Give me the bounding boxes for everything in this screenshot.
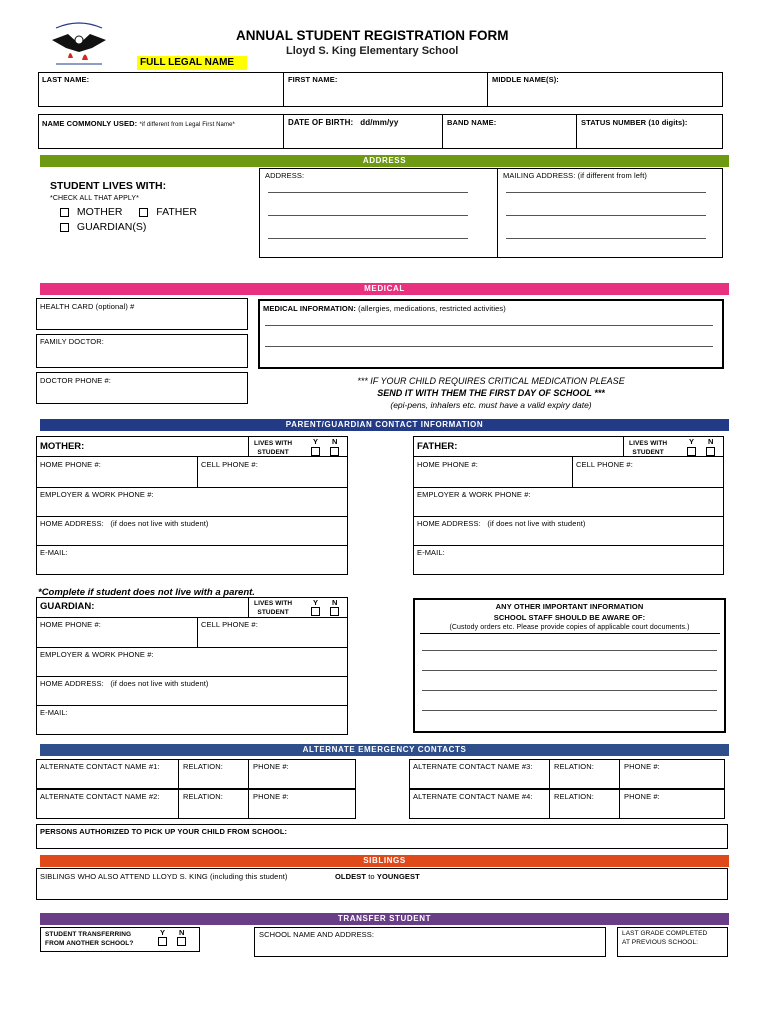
medication-notice-line2: SEND IT WITH THEM THE FIRST DAY OF SCHOOL *** xyxy=(377,388,605,398)
guardian-option xyxy=(60,221,146,233)
guardian-n-label: N xyxy=(332,598,338,607)
common-name-label: NAME COMMONLY USED: *if different from Legal First Name* xyxy=(42,119,235,128)
father-email-field[interactable] xyxy=(413,545,724,575)
mother-lives-with-label: LIVES WITH STUDENT xyxy=(254,440,293,456)
school-logo xyxy=(48,18,110,70)
health-card-label: HEALTH CARD (optional) # xyxy=(40,302,135,311)
mailing-address-field[interactable] xyxy=(497,168,723,258)
father-checkbox[interactable] xyxy=(139,208,148,217)
siblings-section-bar: SIBLINGS xyxy=(40,855,729,867)
address-line xyxy=(268,192,468,193)
siblings-order-label: OLDEST to YOUNGEST xyxy=(335,872,420,881)
mother-email-field[interactable] xyxy=(36,545,348,575)
medication-notice-line3: (epi-pens, inhalers etc. must have a valid expiry date) xyxy=(390,400,592,410)
status-number-label: STATUS NUMBER (10 digits): xyxy=(581,118,688,127)
guardian-lives-with-label: LIVES WITH STUDENT xyxy=(254,600,293,616)
address-line xyxy=(268,215,468,216)
address-label: ADDRESS: xyxy=(265,171,305,180)
medical-information-label: MEDICAL INFORMATION: (allergies, medications, restricted activities) xyxy=(263,304,506,313)
other-info-line xyxy=(422,650,717,651)
guardian-email-label: E-MAIL: xyxy=(40,708,68,717)
address-section-bar: ADDRESS xyxy=(40,155,729,167)
last-grade-label: LAST GRADE COMPLETED AT PREVIOUS SCHOOL: xyxy=(622,930,708,946)
alt-contact-2-label: ALTERNATE CONTACT NAME #2: xyxy=(40,792,160,801)
transfer-n-checkbox[interactable] xyxy=(177,937,186,946)
father-email-label: E-MAIL: xyxy=(417,548,445,557)
transfer-question-label: STUDENT TRANSFERRING FROM ANOTHER SCHOOL? xyxy=(45,931,134,947)
alt-contact-3-relation-label: RELATION: xyxy=(554,762,594,771)
other-info-line xyxy=(422,690,717,691)
father-lives-n-checkbox[interactable] xyxy=(706,447,715,456)
father-lives-y-checkbox[interactable] xyxy=(687,447,696,456)
guardian-lives-n-checkbox[interactable] xyxy=(330,607,339,616)
other-info-note: (Custody orders etc. Please provide copies of applicable court documents.) xyxy=(449,624,690,631)
mother-lives-n-checkbox[interactable] xyxy=(330,447,339,456)
mother-lives-y-checkbox[interactable] xyxy=(311,447,320,456)
alt-contact-1-phone-label: PHONE #: xyxy=(253,762,289,771)
father-home-phone-label: HOME PHONE #: xyxy=(417,460,478,469)
guardian-email-field[interactable] xyxy=(36,705,348,735)
last-name-label: LAST NAME: xyxy=(42,75,90,84)
father-label: FATHER: xyxy=(417,441,458,452)
mother-checkbox[interactable] xyxy=(60,208,69,217)
mother-employer-label: EMPLOYER & WORK PHONE #: xyxy=(40,490,154,499)
transfer-section-bar: TRANSFER STUDENT xyxy=(40,913,729,925)
alt-contact-4-label: ALTERNATE CONTACT NAME #4: xyxy=(413,792,533,801)
mother-option-label: MOTHER xyxy=(76,206,123,218)
form-title: ANNUAL STUDENT REGISTRATION FORM xyxy=(236,28,509,43)
father-n-label: N xyxy=(708,437,714,446)
guardian-y-label: Y xyxy=(313,598,319,607)
alt-contact-2-relation-label: RELATION: xyxy=(183,792,223,801)
medical-information-line xyxy=(265,325,713,326)
mailing-address-line xyxy=(506,215,706,216)
mother-n-label: N xyxy=(332,437,338,446)
guardian-label: GUARDIAN: xyxy=(40,601,95,612)
guardian-option-label: GUARDIAN(S) xyxy=(76,221,147,233)
mother-y-label: Y xyxy=(313,437,319,446)
school-name: Lloyd S. King Elementary School xyxy=(286,45,459,57)
complete-if-note: *Complete if student does not live with a parent. xyxy=(38,587,255,598)
guardian-home-phone-label: HOME PHONE #: xyxy=(40,620,101,629)
previous-school-label: SCHOOL NAME AND ADDRESS: xyxy=(259,930,375,939)
alternate-contacts-section-bar: ALTERNATE EMERGENCY CONTACTS xyxy=(40,744,729,756)
mother-email-label: E-MAIL: xyxy=(40,548,68,557)
guardian-home-address-label: HOME ADDRESS: (if does not live with student) xyxy=(40,679,209,688)
father-y-label: Y xyxy=(689,437,695,446)
parent-guardian-section-bar: PARENT/GUARDIAN CONTACT INFORMATION xyxy=(40,419,729,431)
guardian-cell-phone-label: CELL PHONE #: xyxy=(201,620,258,629)
medical-section-bar: MEDICAL xyxy=(40,283,729,295)
first-name-label: FIRST NAME: xyxy=(288,75,338,84)
mother-label: MOTHER: xyxy=(40,441,85,452)
alt-contact-2-phone-label: PHONE #: xyxy=(253,792,289,801)
other-info-heading-1: ANY OTHER IMPORTANT INFORMATION xyxy=(495,602,644,611)
transfer-y-checkbox[interactable] xyxy=(158,937,167,946)
full-legal-name-label: FULL LEGAL NAME xyxy=(137,56,247,70)
mailing-address-label: MAILING ADDRESS: (if different from left) xyxy=(503,171,647,180)
dob-label: DATE OF BIRTH: dd/mm/yy xyxy=(288,118,399,127)
father-lives-with-label: LIVES WITH STUDENT xyxy=(629,440,668,456)
other-info-line xyxy=(420,633,720,634)
transfer-n-label: N xyxy=(179,928,185,937)
father-cell-phone-label: CELL PHONE #: xyxy=(576,460,633,469)
alt-contact-1-label: ALTERNATE CONTACT NAME #1: xyxy=(40,762,160,771)
lives-with-options xyxy=(60,206,197,218)
father-home-address-label: HOME ADDRESS: (if does not live with student) xyxy=(417,519,586,528)
mother-home-address-label: HOME ADDRESS: (if does not live with student) xyxy=(40,519,209,528)
siblings-label: SIBLINGS WHO ALSO ATTEND LLOYD S. KING (including this student) xyxy=(40,872,288,881)
mailing-address-line xyxy=(506,238,706,239)
father-option-label: FATHER xyxy=(156,206,197,218)
guardian-lives-y-checkbox[interactable] xyxy=(311,607,320,616)
alt-contact-1-relation-label: RELATION: xyxy=(183,762,223,771)
middle-name-label: MIDDLE NAME(S): xyxy=(492,75,559,84)
alt-contact-3-label: ALTERNATE CONTACT NAME #3: xyxy=(413,762,533,771)
other-info-line xyxy=(422,670,717,671)
address-field[interactable] xyxy=(259,168,498,258)
father-employer-label: EMPLOYER & WORK PHONE #: xyxy=(417,490,531,499)
mailing-address-line xyxy=(506,192,706,193)
alt-contact-4-relation-label: RELATION: xyxy=(554,792,594,801)
mother-home-phone-label: HOME PHONE #: xyxy=(40,460,101,469)
medical-information-line xyxy=(265,346,713,347)
other-info-line xyxy=(422,710,717,711)
transfer-y-label: Y xyxy=(160,928,166,937)
address-line xyxy=(268,238,468,239)
doctor-phone-label: DOCTOR PHONE #: xyxy=(40,376,111,385)
check-all-note: *CHECK ALL THAT APPLY* xyxy=(50,195,139,202)
guardian-checkbox[interactable] xyxy=(60,223,69,232)
family-doctor-label: FAMILY DOCTOR: xyxy=(40,337,104,346)
mother-cell-phone-label: CELL PHONE #: xyxy=(201,460,258,469)
guardian-employer-label: EMPLOYER & WORK PHONE #: xyxy=(40,650,154,659)
authorized-pickup-label: PERSONS AUTHORIZED TO PICK UP YOUR CHILD FROM SCHOOL: xyxy=(40,827,288,836)
alt-contact-4-phone-label: PHONE #: xyxy=(624,792,660,801)
alt-contact-3-phone-label: PHONE #: xyxy=(624,762,660,771)
medication-notice-line1: *** IF YOUR CHILD REQUIRES CRITICAL MEDICATION PLEASE xyxy=(357,376,625,386)
other-info-heading-2: SCHOOL STAFF SHOULD BE AWARE OF: xyxy=(493,613,646,622)
student-lives-with-label: STUDENT LIVES WITH: xyxy=(50,180,167,192)
band-name-label: BAND NAME: xyxy=(447,118,497,127)
